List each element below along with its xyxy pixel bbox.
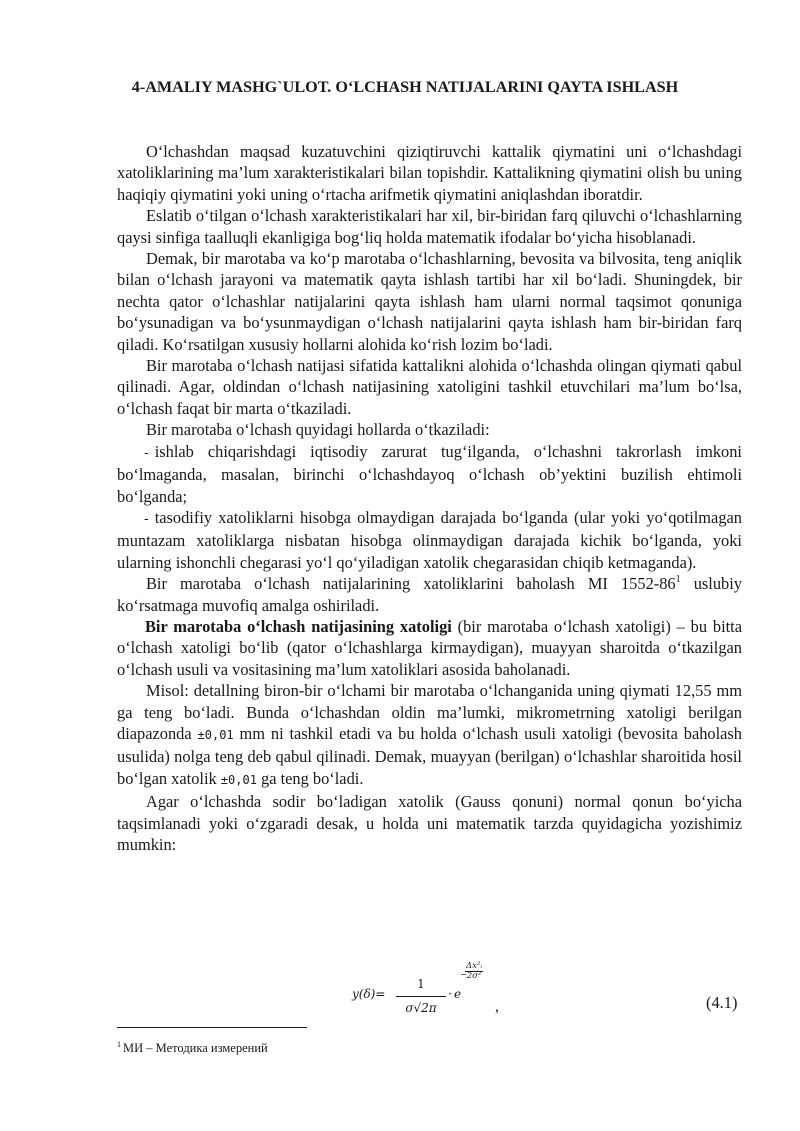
dash-bullet: - [144, 511, 149, 527]
gauss-formula [352, 962, 512, 1014]
equation-number: (4.1) [706, 993, 738, 1012]
paragraph-4: Bir marotaba o‘lchash natijasi sifatida kattalikni alohida o‘lchashda olingan qiymati qabul qilinadi. Agar, oldindan o‘lchash natijasining xatoligini tashkil etuvchilari ma’lum bo‘lsa, o‘lchash faqat bir marta o‘tkaziladi. [117, 356, 742, 418]
formula-dot: · [448, 987, 452, 1001]
list-item [117, 441, 742, 507]
footnote-text: МИ – Методика измерений [123, 1041, 268, 1055]
page-title: 4-AMALIY MASHG`ULOT. O‘LCHASH NATIJALARINI QAYTA ISHLASH [131, 78, 679, 96]
paragraph-5: Bir marotaba o‘lchash quyidagi hollarda o‘tkaziladi: [146, 420, 490, 440]
tolerance-value: ±0,01 [220, 772, 257, 787]
paragraph-3: Demak, bir marotaba va ko‘p marotaba o‘lchashlarning, bevosita va bilvosita, teng aniqlik bilan o‘lchash jarayoni va matematik qayta ishlash tartibi har xil bo‘ladi. Shuningdek, bir nechta qator o‘lchashlar natijalarini qayta ishlash ham ularni normal taqsimot qonuniga bo‘ysunadigan va bo‘ysunmaydigan o‘lchash natijalarini qayta ishlash ham bir-biridan farq qiladi. Ko‘rsatilgan xususiy hollarni alohida ko‘rish lozim bo‘ladi. [117, 249, 742, 354]
formula-denominator: σ√2π [405, 1001, 437, 1016]
paragraph-1: O‘lchashdan maqsad kuzatuvchini qiziqtiruvchi kattalik qiymatini uni o‘lchashdagi xatoliklarining ma’lum xarakteristikalari bilan topishdir. Kattalikning qiymatini olish bu uning haqiqiy qiymatini yoki uning o‘rtacha arifmetik qiymatini aniqlashdan iboratdir. [117, 142, 742, 204]
paragraph-9: Agar o‘lchashda sodir bo‘ladigan xatolik (Gauss qonuni) normal qonun bo‘yicha taqsimlanadi yoki o‘zgaradi desak, u holda uni matematik tarzda quyidagicha yozishimiz mumkin: [117, 792, 742, 854]
exponent-sign: − [460, 970, 468, 980]
footnote-ref: 1 [675, 574, 681, 586]
paragraph-8-text-a: Misol: detallning biron-bir o‘lchami bir marotaba o‘lchanganida uning qiymati 12,55 mm ga teng bo‘ladi. Bunda o‘lchashdan oldin ma’lumki, mikrometrning xatoligi berilgan diapazonda [117, 681, 742, 743]
paragraph-8 [117, 680, 742, 791]
list-item [117, 507, 742, 573]
exponent-numerator: Δx²ᵢ [466, 961, 483, 971]
footnote-mark: 1 [117, 1040, 121, 1049]
paragraph-8-text-b: mm ni tashkil etadi va bu holda o‘lchash usuli xatoligi (bevosita baholash usulida) nolga teng deb qabul qilinadi. Demak, muayyan (berilgan) o‘lchashlar sharoitida hosil bo‘lgan xatolik [117, 723, 743, 788]
dash-bullet: - [144, 445, 149, 461]
tolerance-value: ±0,01 [197, 727, 234, 742]
paragraph-6-text: Bir marotaba o‘lchash natijalarining xatoliklarini baholash MI 1552-86 [146, 574, 676, 594]
formula-fraction [396, 974, 446, 1020]
paragraph-6 [117, 573, 742, 616]
formula-base: e [454, 987, 462, 1001]
exponent-denominator: 2σ² [466, 971, 482, 981]
paragraph-7 [117, 616, 742, 680]
list-item-text: tasodifiy xatoliklarni hisobga olmaydigan darajada bo‘lganda (ular yoki yo‘qotilmagan muntazam xatoliklarga nisbatan hisobga olinmaydigan darajada kichik bo‘lganda, yoki ularning ishonchli chegarasi yo‘l qo‘yiladigan xatolik chegarasidan chiqib ketmaganda). [117, 507, 742, 572]
paragraph-8-text-c: ga teng bo‘ladi. [256, 768, 364, 788]
formula-numerator: 1 [396, 974, 446, 997]
footnote-divider [117, 1027, 307, 1028]
formula-lhs: y(δ)= [352, 987, 386, 1001]
definition-text: (bir marotaba o‘lchash xatoligi) – bu bitta o‘lchash xatoligi bo‘lib (qator o‘lchashlarga kirmaydigan), muayyan sharoitda o‘tkazilgan o‘lchash usuli va vositasining ma’lum xatoliklari asosida baholanadi. [117, 616, 743, 679]
list-item-text: ishlab chiqarishdagi iqtisodiy zarurat tug‘ilganda, o‘lchashni takrorlash imkoni bo‘lmaganda, masalan, birinchi o‘lchashdayoq o‘lchash ob’yektini buzilish ehtimoli bo‘lganda; [117, 441, 742, 506]
definition-term: Bir marotaba o‘lchash natijasining xatoligi [145, 616, 452, 636]
formula-exponent [460, 961, 483, 981]
footnote [117, 1037, 268, 1056]
paragraph-6-tail: uslubiy ko‘rsatmaga muvofiq amalga oshiriladi. [117, 574, 742, 615]
paragraph-2: Eslatib o‘tilgan o‘lchash xarakteristikalari har xil, bir-biridan farq qiluvchi o‘lchashlarning qaysi sinfiga taalluqli ekanligiga bog‘liq holda matematik ifodalar bo‘yicha hisoblanadi. [117, 206, 742, 247]
body-text [117, 141, 742, 855]
formula-comma: , [495, 998, 499, 1015]
